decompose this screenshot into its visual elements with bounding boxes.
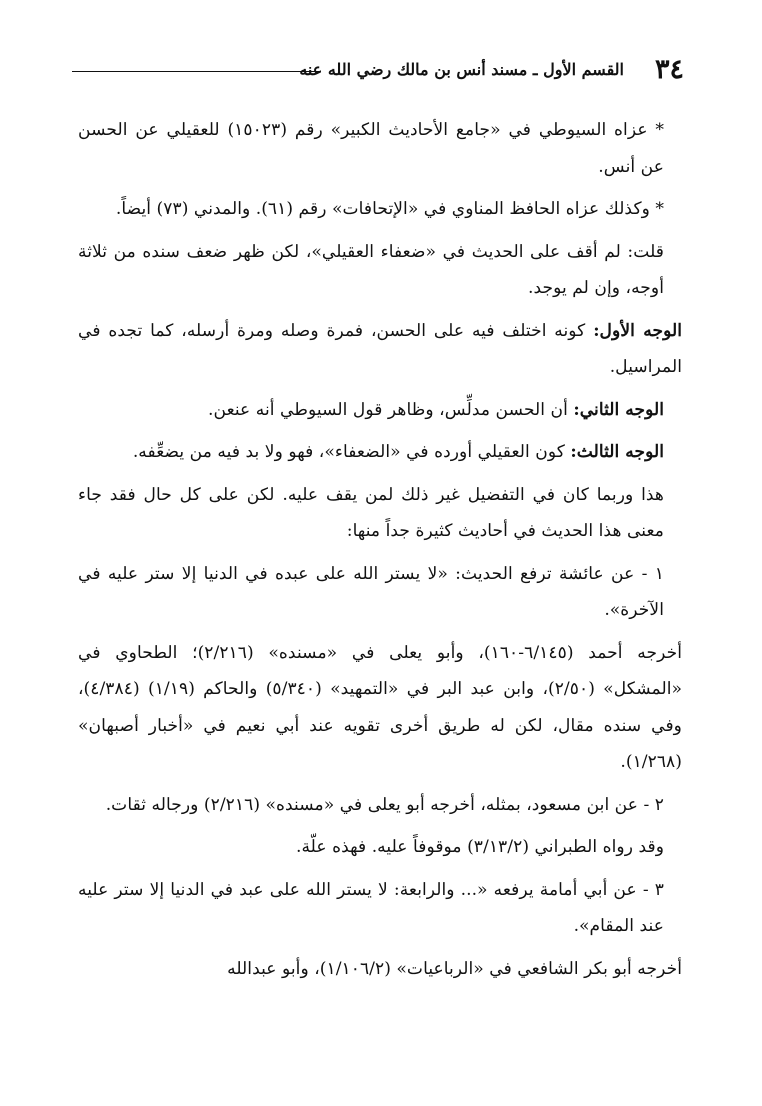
paragraph-munawi-attribution: * وكذلك عزاه الحافظ المناوي في «الإتحافات» رقم (٦١). والمدني (٧٣) أيضاً. [115, 199, 664, 219]
paragraph-hadith-ibn-masud: ٢ - عن ابن مسعود، بمثله، أخرجه أبو يعلى في «مسنده» (٢/٢١٦) ورجاله ثقات. [105, 794, 664, 815]
paragraph-takhrij-aisha: أخرجه أحمد (٦/١٤٥-١٦٠)، وأبو يعلى في «مسنده» (٢/٢١٦)؛ الطحاوي في «المشكل» (٢/٥٠)، وابن عبد البر في «التمهيد» (٥/٣٤٠) والحاكم (١/١٩) (٤/٣٨٤)، وفي سنده مقال، لكن له طريق أخرى تقويه عند أبي نعيم في «أخبار أصبهان» (١/٢٦٨). [78, 642, 683, 772]
paragraph-hadith-aisha: ١ - عن عائشة ترفع الحديث: «لا يستر الله على عبده في الدنيا إلا ستر عليه في الآخرة». [78, 563, 664, 620]
page-header [72, 52, 684, 88]
header-rule [72, 71, 320, 72]
paragraph-hadith-abu-umama: ٣ - عن أبي أمامة يرفعه «... والرابعة: لا يستر الله على عبد في الدنيا إلا ستر عليه عند المقام». [78, 879, 664, 936]
paragraph-author-note: قلت: لم أقف على الحديث في «ضعفاء العقيلي»، لكن ظهر ضعف سنده من ثلاثة أوجه، وإن لم يوجد. [78, 241, 664, 298]
paragraph-third-aspect: الوجه الثالث: كون العقيلي أورده في «الضعفاء»، فهو ولا بد فيه من يضعِّفه. [132, 442, 664, 462]
paragraph-suyuti-attribution: * عزاه السيوطي في «جامع الأحاديث الكبير» رقم (١٥٠٢٣) للعقيلي عن الحسن عن أنس. [78, 120, 664, 177]
running-title: القسم الأول ـ مسند أنس بن مالك رضي الله عنه [299, 60, 624, 79]
second-aspect-label: الوجه الثاني: [573, 399, 664, 420]
first-aspect-label: الوجه الأول: [593, 320, 682, 341]
paragraph-tabarani-note: وقد رواه الطبراني (٣/١٣/٢) موقوفاً عليه. فهذه علّة. [296, 837, 664, 857]
paragraph-takhrij-abu-umama: أخرجه أبو بكر الشافعي في «الرباعيات» (١/١٠٦/٢)، وأبو عبدالله [227, 958, 682, 979]
paragraph-first-aspect: الوجه الأول: كونه اختلف فيه على الحسن، فمرة وصله ومرة أرسله، كما تجده في المراسيل. [78, 320, 682, 377]
page-body [78, 112, 682, 993]
page-number: ٣٤ [654, 54, 684, 85]
paragraph-meaning-intro: هذا وربما كان في التفضيل غير ذلك لمن يقف عليه. لكن على كل حال فقد جاء معنى هذا الحديث في أحاديث كثيرة جداً منها: [78, 484, 664, 541]
paragraph-second-aspect: الوجه الثاني: أن الحسن مدلِّس، وظاهر قول السيوطي أنه عنعن. [208, 399, 664, 420]
third-aspect-label: الوجه الثالث: [570, 442, 664, 462]
